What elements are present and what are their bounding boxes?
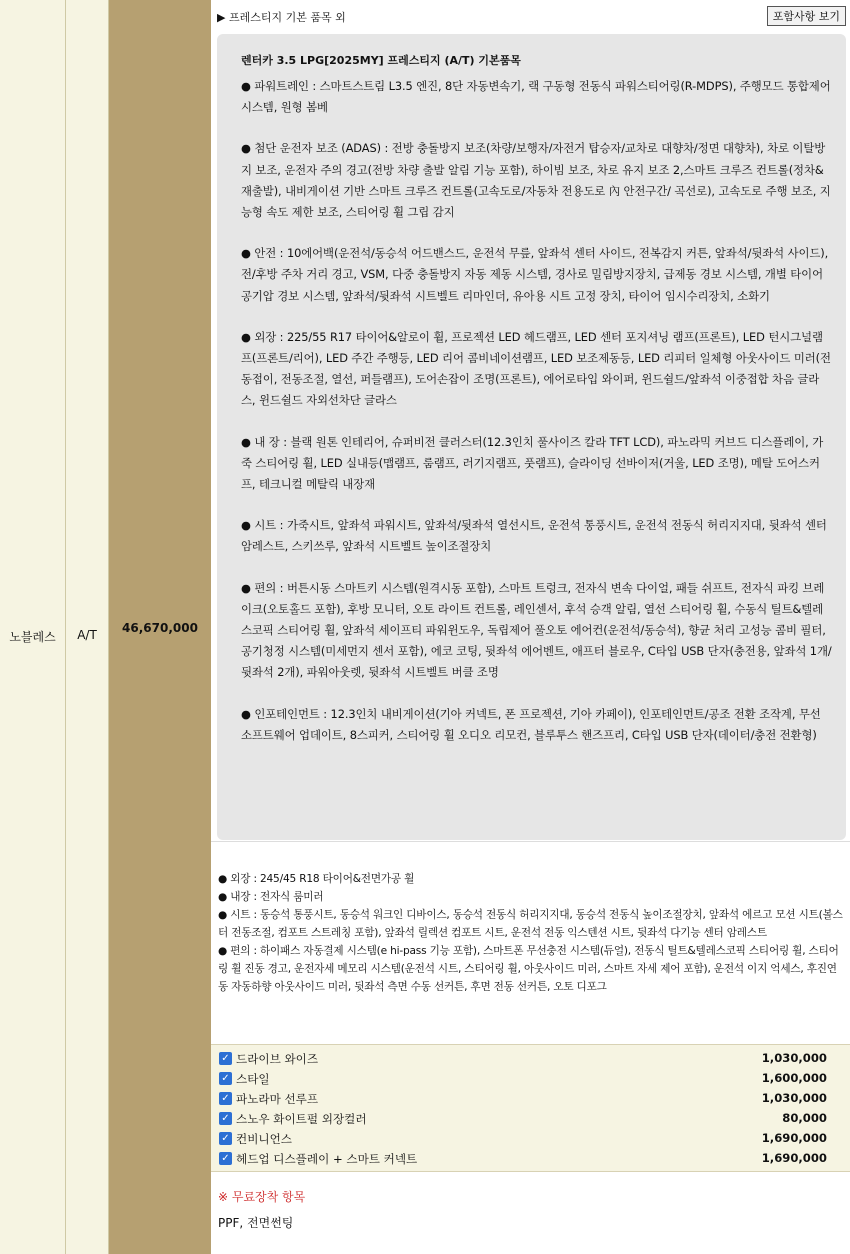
- option-name: 스노우 화이트펄 외장컬러: [236, 1112, 367, 1126]
- option-name: 스타일: [236, 1072, 270, 1086]
- option-row[interactable]: [219, 1108, 839, 1128]
- extra-interior: ● 내장 : 전자식 룸미러: [218, 891, 324, 903]
- option-name: 드라이브 와이즈: [236, 1052, 319, 1066]
- free-install-title: ※ 무료장착 항목: [218, 1190, 306, 1204]
- option-price: 1,690,000: [761, 1131, 827, 1145]
- extra-seats: ● 시트 : 동승석 통풍시트, 동승석 워크인 디바이스, 동승석 전동식 허리지지대, 동승석 전동식 높이조절장치, 앞좌석 에르고 모션 시트(볼스터 전동조절, 컴포트 스트레칭 포함), 앞좌석 릴렉션 컴포트 시트, 운전석 전동 익스텐션 시트, 뒷좌석 다기능 센터 암레스트: [218, 909, 843, 939]
- option-row[interactable]: [219, 1068, 839, 1088]
- option-name: 파노라마 선루프: [236, 1092, 319, 1106]
- feature-safety: ● 안전 : 10에어백(운전석/동승석 어드밴스드, 운전석 무릎, 앞좌석 센터 사이드, 전복감지 커튼, 앞좌석/뒷좌석 사이드), 전/후방 주차 거리 경고, VSM, 다중 충돌방지 자동 제동 시스템, 경사로 밀림방지장치, 급제동 경보 시스템, 개별 타이어 공기압 경보 시스템, 앞좌석/뒷좌석 시트벨트 리마인더, 유아용 시트 고정 장치, 타이어 임시수리장치, 소화기: [241, 246, 829, 303]
- extra-features: [218, 870, 844, 996]
- option-row[interactable]: [219, 1128, 839, 1148]
- feature-powertrain: ● 파워트레인 : 스마트스트림 L3.5 엔진, 8단 자동변속기, 랙 구동형 전동식 파워스티어링(R-MDPS), 주행모드 통합제어 시스템, 원형 봄베: [241, 79, 831, 115]
- include-details-button[interactable]: 포함사항 보기: [767, 6, 846, 26]
- feature-interior: ● 내 장 : 블랙 원톤 인테리어, 슈퍼비전 클러스터(12.3인치 풀사이즈 칼라 TFT LCD), 파노라믹 커브드 디스플레이, 가죽 스티어링 휠, LED 실내등(맵램프, 룸램프, 러기지램프, 풋램프), 슬라이딩 선바이저(거울, LED 조명), 메탈 도어스커프, 테크니컬 메탈릭 내장재: [241, 434, 824, 492]
- feature-exterior: ● 외장 : 225/55 R17 타이어&알로이 휠, 프로젝션 LED 헤드램프, LED 센터 포지셔닝 램프(프론트), LED 턴시그널램프(프론트/리어), LED 주간 주행등, LED 리어 콤비네이션램프, LED 보조제동등, LED 리피터 일체형 아웃사이드 미러(전동접이, 전동조절, 열선, 퍼들램프), 도어손잡이 조명(프론트), 에어로타입 와이퍼, 윈드쉴드/앞좌석 이중접합 차음 글라스, 윈드쉴드 자외선차단 글라스: [241, 329, 831, 408]
- option-name: 컨비니언스: [236, 1132, 292, 1146]
- feature-adas: ● 첨단 운전자 보조 (ADAS) : 전방 충돌방지 보조(차량/보행자/자전거 탑승자/교차로 대향차/정면 대향차), 차로 이탈방지 보조, 운전자 주의 경고(전방 차량 출발 알림 기능 포함), 하이빔 보조, 차로 유지 보조 2,스마트 크루즈 컨트롤(정차&재출발), 내비게이션 기반 스마트 크루즈 컨트롤(고속도로/자동차 전용도로 內 안전구간/ 곡선로), 고속도로 주행 보조, 지능형 속도 제한 보조, 스티어링 휠 그립 감지: [241, 141, 831, 220]
- option-price: 1,690,000: [761, 1151, 827, 1165]
- basic-features-heading: 렌터카 3.5 LPG[2025MY] 프레스티지 (A/T) 기본품목: [241, 54, 521, 67]
- option-row[interactable]: [219, 1148, 839, 1168]
- section-divider: [211, 841, 850, 842]
- free-install-items: PPF, 전면썬팅: [218, 1216, 294, 1230]
- feature-seats: ● 시트 : 가죽시트, 앞좌석 파워시트, 앞좌석/뒷좌석 열선시트, 운전석 통풍시트, 운전석 전동식 허리지지대, 뒷좌석 센터 암레스트, 스키쓰루, 앞좌석 시트벨트 높이조절장치: [241, 518, 827, 554]
- option-price: 1,600,000: [761, 1071, 827, 1085]
- package-header: [217, 6, 846, 28]
- package-title: ▶ 프레스티지 기본 품목 외: [217, 11, 346, 24]
- option-list: [211, 1044, 850, 1172]
- checkbox-checked-icon[interactable]: ✓: [219, 1112, 232, 1125]
- price-column: [109, 0, 211, 1254]
- checkbox-checked-icon[interactable]: ✓: [219, 1092, 232, 1105]
- extra-convenience: ● 편의 : 하이패스 자동결제 시스템(e hi-pass 기능 포함), 스마트폰 무선충전 시스템(듀얼), 전동식 틸트&텔레스코픽 스티어링 휠, 스티어링 휠 진동 경고, 운전자세 메모리 시스템(운전석 시트, 스티어링 휠, 아웃사이드 미러, 스마트 자세 제어 포함), 운전석 이지 억세스, 후진연동 자동하향 아웃사이드 미러, 뒷좌석 측면 수동 선커튼, 후면 전동 선커튼, 오토 디포그: [218, 945, 839, 993]
- checkbox-checked-icon[interactable]: ✓: [219, 1052, 232, 1065]
- extra-exterior: ● 외장 : 245/45 R18 타이어&전면가공 휠: [218, 873, 415, 885]
- option-price: 1,030,000: [761, 1091, 827, 1105]
- option-row[interactable]: [219, 1048, 839, 1068]
- basic-features-box: [217, 34, 846, 840]
- transmission-column: [66, 0, 109, 1254]
- option-name: 헤드업 디스플레이 + 스마트 커넥트: [236, 1152, 418, 1166]
- option-price: 1,030,000: [761, 1051, 827, 1065]
- option-price: 80,000: [782, 1111, 827, 1125]
- feature-infotainment: ● 인포테인먼트 : 12.3인치 내비게이션(기아 커넥트, 폰 프로젝션, 기아 카페이), 인포테인먼트/공조 전환 조작계, 무선 소프트웨어 업데이트, 8스피커, 스티어링 휠 오디오 리모컨, 블루투스 핸즈프리, C타입 USB 단자(데이터/충전 전환형): [241, 706, 821, 742]
- checkbox-checked-icon[interactable]: ✓: [219, 1132, 232, 1145]
- checkbox-checked-icon[interactable]: ✓: [219, 1072, 232, 1085]
- trim-price: 46,670,000: [122, 621, 198, 635]
- feature-convenience: ● 편의 : 버튼시동 스마트키 시스템(원격시동 포함), 스마트 트렁크, 전자식 변속 다이얼, 패들 쉬프트, 전자식 파킹 브레이크(오토홀드 포함), 후방 모니터, 오토 라이트 컨트롤, 레인센서, 후석 승객 알림, 열선 스티어링 휠, 수동식 틸트&텔레스코픽 스티어링 휠, 앞좌석 세이프티 파워윈도우, 독립제어 풀오토 에어컨(운전석/동승석), 향균 처리 고성능 콤비 필터, 공기청정 시스템(미세먼지 센서 포함), 에코 코팅, 뒷좌석 에어벤트, 애프터 블로우, C타입 USB 단자(충전용, 앞좌석 1개/뒷좌석 2개), 파워아웃렛, 뒷좌석 시트벨트 버클 조명: [241, 580, 832, 680]
- trim-column: [0, 0, 66, 1254]
- trim-name: 노블레스: [9, 630, 56, 644]
- checkbox-checked-icon[interactable]: ✓: [219, 1152, 232, 1165]
- option-row[interactable]: [219, 1088, 839, 1108]
- transmission-label: A/T: [77, 628, 97, 642]
